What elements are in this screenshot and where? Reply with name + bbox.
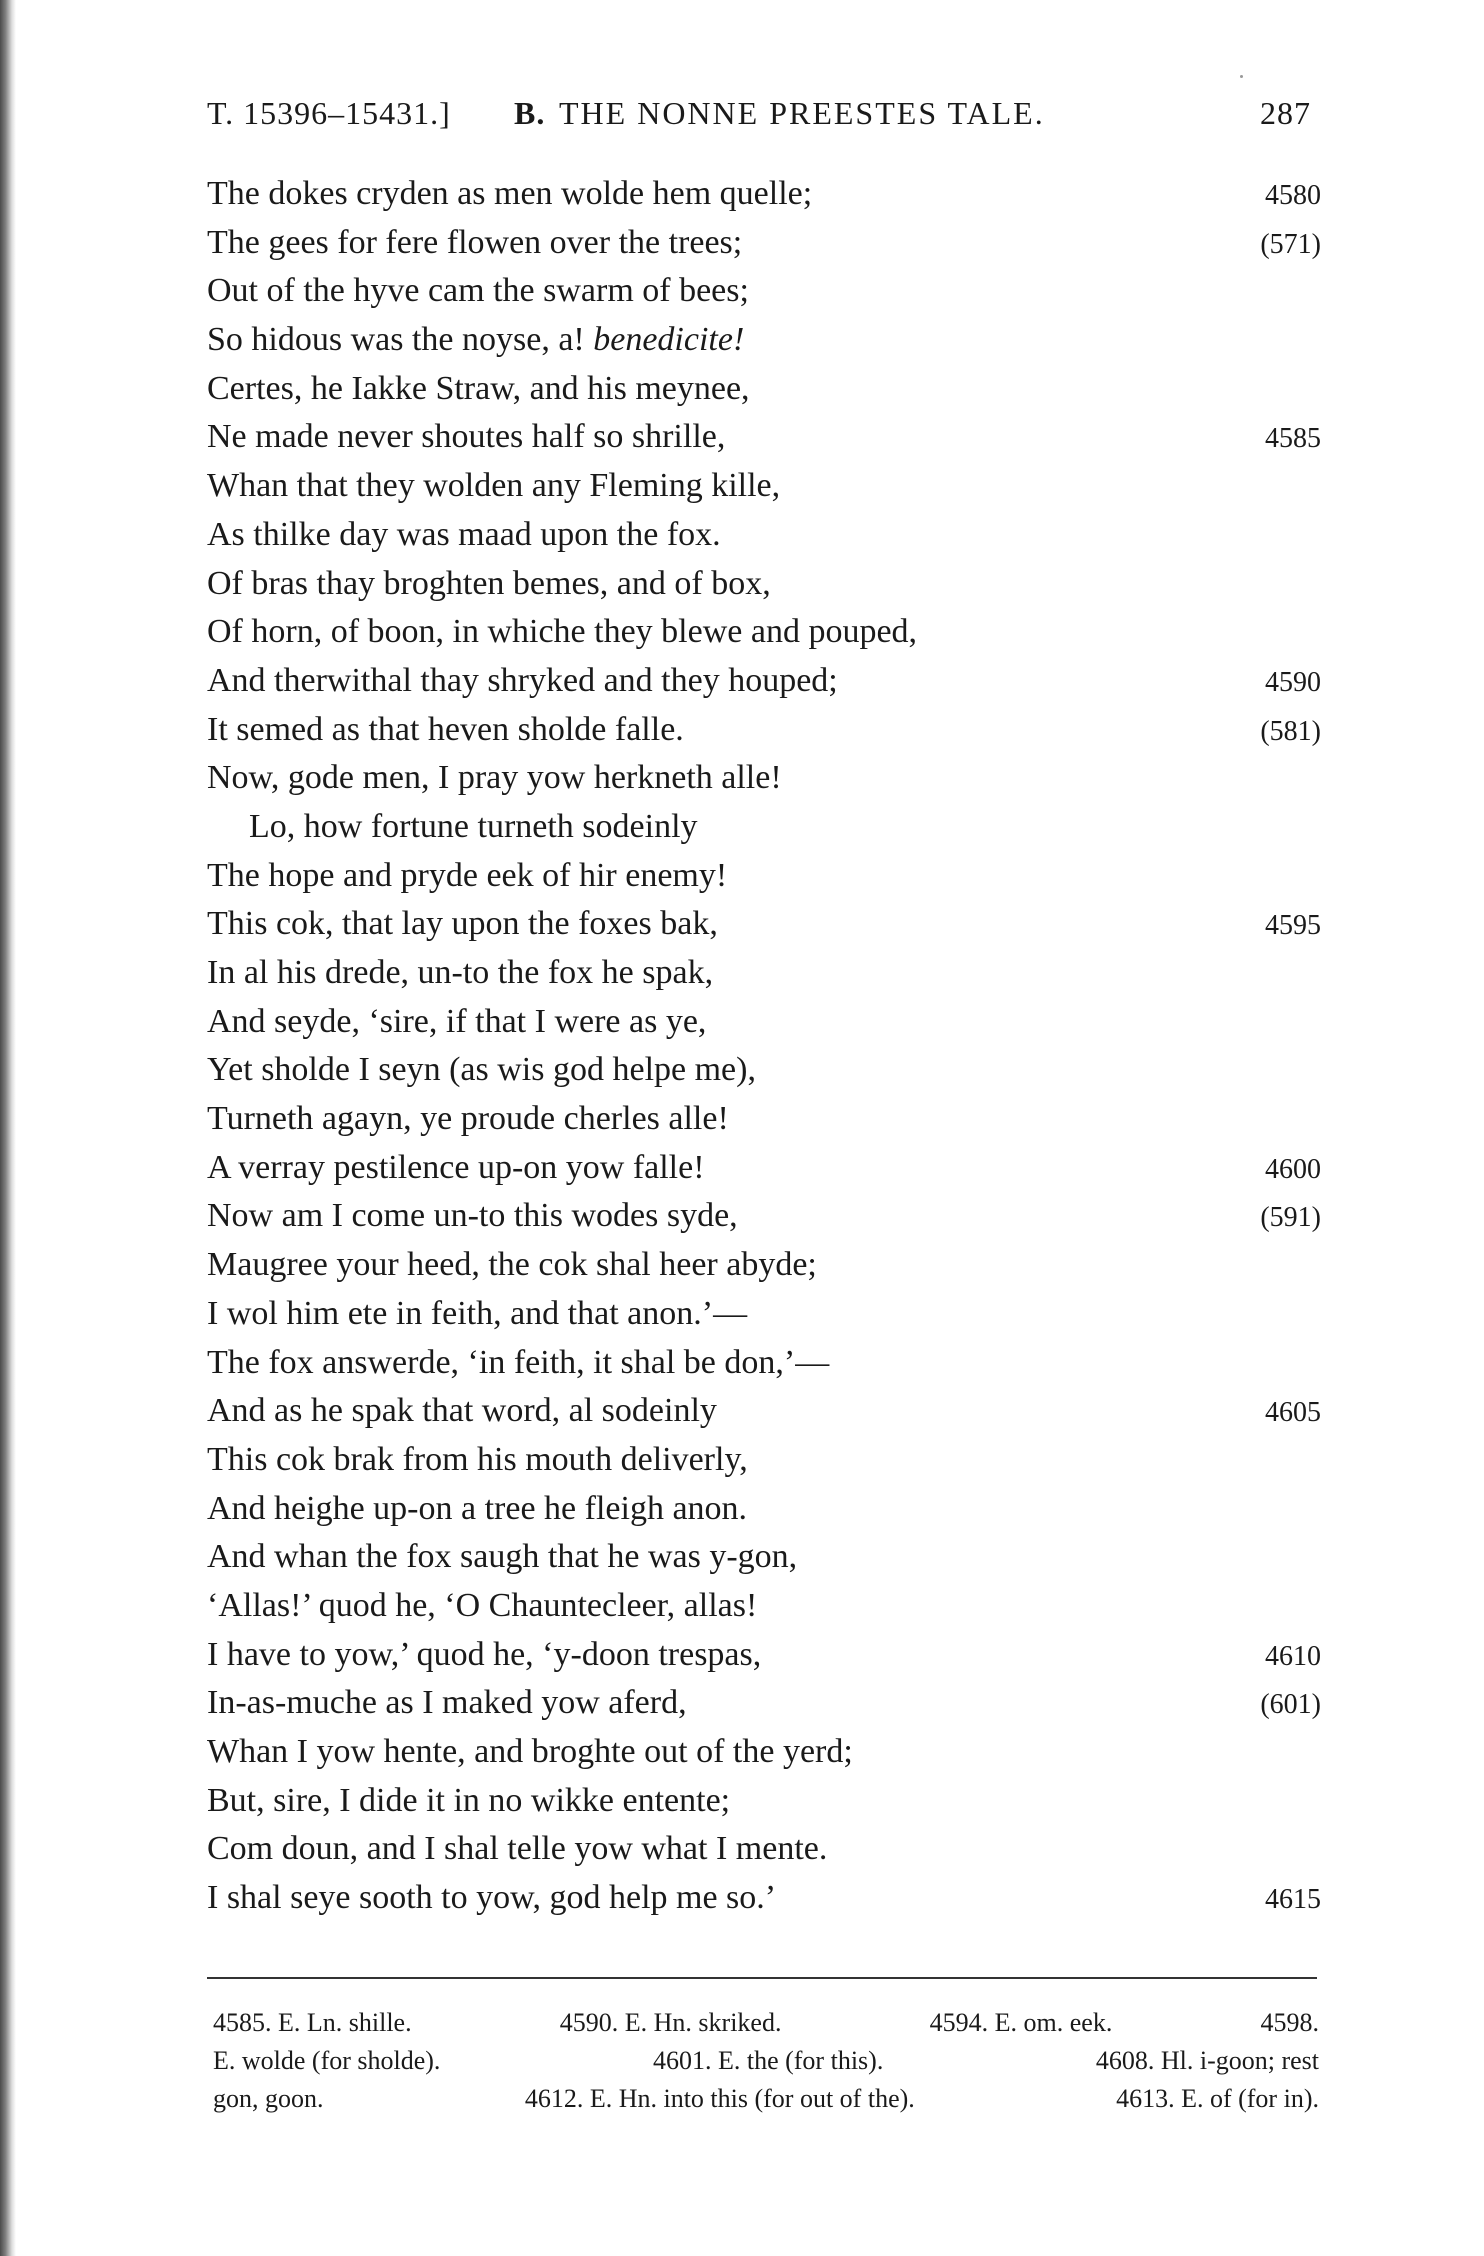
verse-line bbox=[207, 1095, 1321, 1144]
line-number: 4615 bbox=[1265, 1884, 1321, 1916]
verse-text bbox=[207, 998, 706, 1046]
verse-text-run: The hope and pryde eek of hir enemy! bbox=[207, 856, 728, 894]
verse-text bbox=[207, 316, 744, 364]
verse-text bbox=[207, 1679, 687, 1727]
verse-line bbox=[207, 1436, 1321, 1485]
verse-text-run: The dokes cryden as men wolde hem quelle; bbox=[207, 175, 813, 212]
verse-text-run: Now am I come un-to this wodes syde, bbox=[207, 1197, 738, 1235]
line-number: 4590 bbox=[1265, 666, 1321, 698]
footnotes bbox=[213, 2004, 1319, 2118]
verse-line bbox=[207, 998, 1321, 1047]
footnote-rule bbox=[207, 1977, 1317, 1979]
verse-line bbox=[207, 1387, 1321, 1436]
verse-text-run: A verray pestilence up-on yow falle! bbox=[207, 1148, 705, 1186]
footnote-line bbox=[213, 2004, 1319, 2042]
footnote-line bbox=[213, 2080, 1319, 2118]
verse-text bbox=[207, 1777, 730, 1825]
verse-text-run: Certes, he Iakke Straw, and his meynee, bbox=[207, 369, 750, 407]
footnote: 4601. E. the (for this). bbox=[652, 2046, 884, 2075]
verse-text bbox=[207, 560, 771, 608]
verse-line bbox=[207, 1874, 1321, 1923]
verse-line bbox=[207, 1679, 1321, 1728]
verse-line bbox=[207, 754, 1321, 803]
verse-text bbox=[207, 1631, 761, 1679]
verse-text bbox=[207, 1436, 748, 1484]
verse-text-run: Turneth agayn, ye proude cherles alle! bbox=[207, 1100, 729, 1138]
verse-text bbox=[207, 1825, 827, 1873]
verse-line bbox=[207, 1241, 1321, 1290]
page-number: 287 bbox=[1260, 95, 1311, 131]
verse-text-run: It semed as that heven sholde falle. bbox=[207, 710, 684, 748]
verse-line bbox=[207, 1192, 1321, 1241]
verse-text-run: I have to yow,’ quod he, ‘y-doon trespas, bbox=[207, 1635, 762, 1673]
verse-block bbox=[207, 170, 1321, 1923]
verse-line bbox=[207, 608, 1321, 657]
verse-text-run: This cok brak from his mouth deliverly, bbox=[207, 1440, 748, 1478]
verse-text-run: The gees for fere flowen over the trees; bbox=[207, 223, 743, 261]
verse-text bbox=[207, 1874, 776, 1922]
header-line-range: T. 15396–15431.] bbox=[207, 95, 451, 131]
verse-text bbox=[207, 365, 750, 413]
verse-line bbox=[207, 1631, 1321, 1680]
verse-line bbox=[207, 706, 1321, 755]
verse-text bbox=[207, 1241, 817, 1289]
verse-line bbox=[207, 1582, 1321, 1631]
line-number: 4610 bbox=[1265, 1640, 1321, 1672]
verse-text-run: ‘Allas!’ quod he, ‘O Chauntecleer, allas! bbox=[207, 1586, 758, 1624]
verse-text-run: Of horn, of boon, in whiche they blewe and pouped, bbox=[207, 613, 918, 651]
verse-line bbox=[207, 462, 1321, 511]
verse-text bbox=[207, 608, 917, 656]
verse-text bbox=[207, 1387, 717, 1435]
verse-line bbox=[207, 852, 1321, 901]
verse-text bbox=[207, 900, 718, 948]
verse-text bbox=[207, 1290, 747, 1338]
verse-line bbox=[207, 1290, 1321, 1339]
verse-line bbox=[207, 267, 1321, 316]
verse-line bbox=[207, 1777, 1321, 1826]
verse-text bbox=[207, 706, 684, 754]
verse-text-run: This cok, that lay upon the foxes bak, bbox=[207, 905, 718, 943]
footnote: E. wolde (for sholde). bbox=[213, 2046, 441, 2075]
verse-text bbox=[207, 267, 749, 315]
verse-text-run: So hidous was the noyse, a! bbox=[207, 321, 594, 359]
verse-line bbox=[207, 803, 1321, 852]
line-number: (601) bbox=[1260, 1689, 1321, 1721]
verse-text bbox=[207, 1485, 747, 1533]
running-header bbox=[207, 95, 1311, 139]
line-number: 4580 bbox=[1265, 180, 1321, 211]
verse-text bbox=[207, 1144, 705, 1192]
verse-line bbox=[207, 170, 1321, 219]
verse-line bbox=[207, 316, 1321, 365]
verse-line bbox=[207, 1728, 1321, 1777]
verse-line bbox=[207, 560, 1321, 609]
verse-text bbox=[207, 462, 780, 510]
line-number: (591) bbox=[1260, 1202, 1321, 1234]
verse-text-run: And heighe up-on a tree he fleigh anon. bbox=[207, 1489, 748, 1527]
verse-text bbox=[207, 657, 838, 705]
verse-text-run: In al his drede, un-to the fox he spak, bbox=[207, 954, 714, 991]
verse-text bbox=[207, 754, 782, 802]
verse-line bbox=[207, 900, 1321, 949]
footnote: 4585. E. Ln. shille. bbox=[213, 2008, 412, 2037]
line-number: 4600 bbox=[1265, 1153, 1321, 1185]
line-number: (581) bbox=[1260, 715, 1321, 747]
header-title: THE NONNE PREESTES TALE. bbox=[559, 95, 1045, 131]
verse-text bbox=[207, 1046, 756, 1094]
footnote: gon, goon. bbox=[213, 2084, 324, 2113]
verse-line bbox=[207, 949, 1321, 998]
line-number: 4595 bbox=[1265, 910, 1321, 942]
verse-italic-run: benedicite! bbox=[593, 321, 745, 359]
verse-text-run: Whan I yow hente, and broghte out of the yerd; bbox=[207, 1733, 853, 1770]
verse-text-run: In-as-muche as I maked yow aferd, bbox=[207, 1684, 687, 1722]
verse-text-run: And therwithal thay shryked and they houped; bbox=[207, 661, 838, 699]
verse-text-run: Whan that they wolden any Fleming kille, bbox=[207, 467, 781, 505]
verse-text-run: Lo, how fortune turneth sodeinly bbox=[249, 807, 698, 845]
verse-text-run: Ne made never shoutes half so shrille, bbox=[207, 418, 726, 456]
verse-text-run: I shal seye sooth to yow, god help me so.’ bbox=[207, 1879, 777, 1917]
verse-text-run: And as he spak that word, al sodeinly bbox=[207, 1392, 717, 1430]
header-section: B. bbox=[514, 95, 546, 131]
verse-text bbox=[249, 803, 698, 851]
verse-text bbox=[207, 1339, 829, 1387]
verse-text-run: But, sire, I dide it in no wikke entente; bbox=[207, 1781, 731, 1819]
verse-text-run: As thilke day was maad upon the fox. bbox=[207, 515, 721, 553]
verse-text-run: Out of the hyve cam the swarm of bees; bbox=[207, 272, 749, 310]
verse-line bbox=[207, 1046, 1321, 1095]
verse-text bbox=[207, 511, 721, 559]
footnote: 4612. E. Hn. into this (for out of the). bbox=[524, 2084, 915, 2113]
line-number: 4605 bbox=[1265, 1397, 1321, 1429]
verse-text bbox=[207, 1582, 757, 1630]
verse-text bbox=[207, 413, 725, 461]
line-number: 4585 bbox=[1265, 423, 1321, 455]
verse-text-run: Yet sholde I seyn (as wis god helpe me), bbox=[207, 1051, 756, 1089]
verse-text bbox=[207, 1533, 797, 1581]
footnote: 4590. E. Hn. skriked. bbox=[559, 2008, 782, 2037]
footnote: 4608. Hl. i-goon; rest bbox=[1095, 2046, 1319, 2075]
verse-text-run: And whan the fox saugh that he was y-gon, bbox=[207, 1538, 798, 1576]
verse-text bbox=[207, 949, 713, 997]
verse-text bbox=[207, 219, 742, 267]
verse-line bbox=[207, 1825, 1321, 1874]
verse-line bbox=[207, 365, 1321, 414]
footnote: 4594. E. om. eek. bbox=[929, 2008, 1113, 2037]
verse-text bbox=[207, 1095, 729, 1143]
verse-line bbox=[207, 511, 1321, 560]
verse-line bbox=[207, 413, 1321, 462]
verse-text bbox=[207, 1192, 738, 1240]
verse-text bbox=[207, 852, 727, 900]
verse-line bbox=[207, 1339, 1321, 1388]
verse-text-run: Com doun, and I shal telle yow what I mente. bbox=[207, 1830, 828, 1868]
verse-text-run: I wol him ete in feith, and that anon.’— bbox=[207, 1294, 748, 1332]
verse-line bbox=[207, 1144, 1321, 1193]
verse-text-run: The fox answerde, ‘in feith, it shal be don,’— bbox=[207, 1343, 830, 1381]
footnote: 4613. E. of (for in). bbox=[1116, 2084, 1319, 2113]
verse-text-run: And seyde, ‘sire, if that I were as ye, bbox=[207, 1002, 707, 1040]
verse-line bbox=[207, 1533, 1321, 1582]
verse-line bbox=[207, 1485, 1321, 1534]
verse-text-run: Of bras thay broghten bemes, and of box, bbox=[207, 564, 771, 602]
verse-text-run: Maugree your heed, the cok shal heer abyde; bbox=[207, 1246, 817, 1284]
footnote-line bbox=[213, 2042, 1319, 2080]
verse-line bbox=[207, 657, 1321, 706]
footnote: 4598. bbox=[1260, 2008, 1319, 2037]
verse-text bbox=[207, 170, 812, 218]
verse-text bbox=[207, 1728, 853, 1776]
verse-text-run: Now, gode men, I pray yow herkneth alle! bbox=[207, 759, 782, 797]
verse-line bbox=[207, 219, 1321, 268]
line-number: (571) bbox=[1260, 228, 1321, 260]
